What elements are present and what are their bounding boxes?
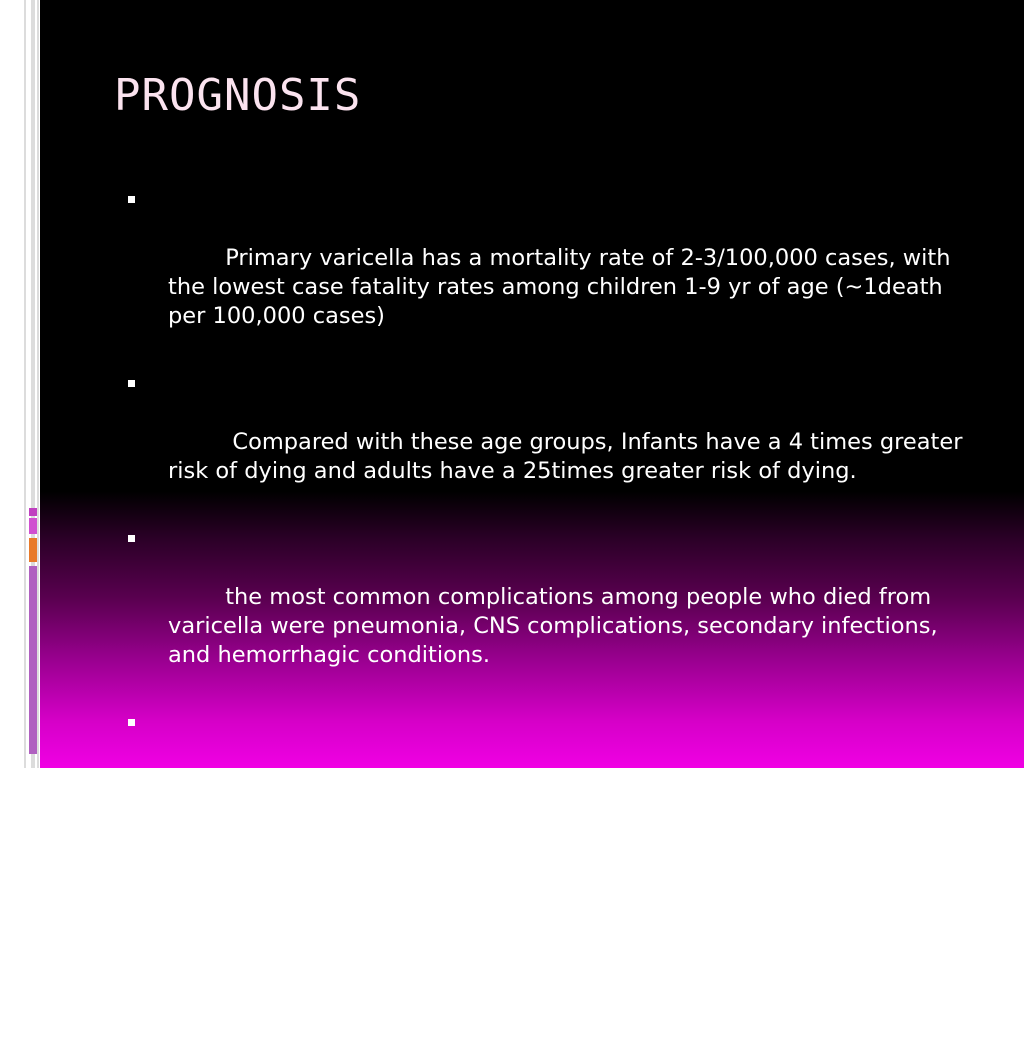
bullet-text: Compared with these age groups, Infants have a 4 times greater risk of dying and adults have a 25times greater risk of dying. [168, 429, 970, 484]
bullet-text: Neuritis with herpes zoster should be managed with appropriate analgesics. [168, 768, 959, 823]
slide-title: PROGNOSIS [114, 70, 362, 121]
square-bullet-icon [128, 535, 135, 542]
strip-line [37, 0, 39, 768]
bullet-text: the most common complications among people who died from varicella were pneumonia, CNS complications, secondary infections, and hemorrhagic conditions. [168, 584, 945, 668]
strip-accent [29, 518, 37, 534]
slide-content [40, 0, 1024, 1007]
strip-line [24, 0, 26, 768]
left-decorative-strip [0, 0, 40, 768]
square-bullet-icon [128, 874, 135, 881]
strip-accent [29, 508, 37, 516]
strip-accent [29, 538, 37, 562]
square-bullet-icon [128, 196, 135, 203]
bullet-text: Postherpetic neuralgia can be a severe problem in adults and may persist for months, requiring care by a specialist in pain management. [168, 923, 933, 1007]
bullet-item [124, 525, 974, 699]
bullet-item [124, 370, 974, 515]
bullet-list [124, 186, 974, 1048]
square-bullet-icon [128, 719, 135, 726]
bullet-item [124, 864, 974, 1038]
strip-accent [29, 566, 37, 754]
bullet-item [124, 709, 974, 854]
square-bullet-icon [128, 380, 135, 387]
bullet-text: Primary varicella has a mortality rate of 2-3/100,000 cases, with the lowest case fatality rates among children 1-9 yr of age (~1death per 100,000 cases) [168, 245, 958, 329]
bullet-item [124, 186, 974, 360]
